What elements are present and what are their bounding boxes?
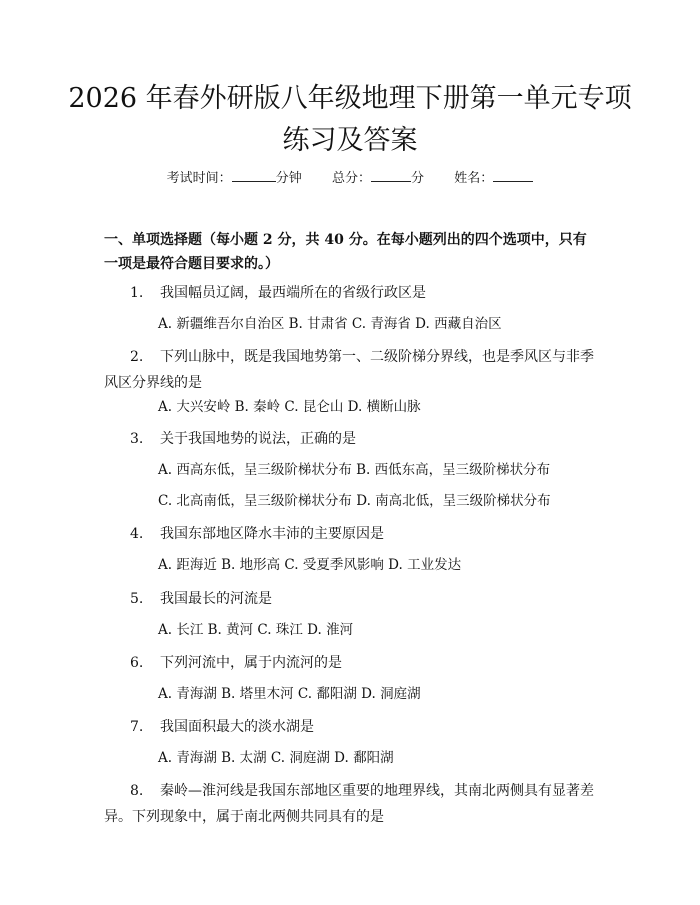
time-unit: 分钟: [275, 171, 302, 186]
section-heading: 一、单项选择题（每小题 2 分，共 40 分。在每小题列出的四个选项中，只有一项是最符合题目要求的。）: [104, 232, 587, 272]
question-3-options-line1: A. 西高东低，呈三级阶梯状分布 B. 西低东高，呈三级阶梯状分布: [158, 462, 551, 478]
question-text: 我国东部地区降水丰沛的主要原因是: [160, 526, 384, 542]
question-number: 8.: [130, 783, 144, 799]
question-number: 6.: [130, 655, 144, 671]
question-1: [104, 280, 599, 306]
question-1-options: A. 新疆维吾尔自治区 B. 甘肃省 C. 青海省 D. 西藏自治区: [158, 316, 502, 332]
question-3: [104, 426, 599, 452]
name-blank[interactable]: [493, 168, 533, 182]
question-number: 1.: [130, 285, 144, 301]
question-6: [104, 650, 599, 676]
question-6-options: A. 青海湖 B. 塔里木河 C. 鄱阳湖 D. 洞庭湖: [158, 686, 421, 702]
question-text: 关于我国地势的说法，正确的是: [160, 431, 356, 447]
question-8: [104, 778, 599, 830]
question-number: 2.: [130, 349, 144, 365]
question-number: 3.: [130, 431, 144, 447]
document-title: 2026 年春外研版八年级地理下册第一单元专项练习及答案: [68, 83, 632, 156]
question-text: 我国最长的河流是: [160, 591, 272, 607]
question-number: 7.: [130, 719, 144, 735]
question-number: 5.: [130, 591, 144, 607]
time-label: 考试时间：: [166, 171, 232, 186]
name-label: 姓名：: [454, 171, 494, 186]
question-7: [104, 714, 599, 740]
question-2-options: A. 大兴安岭 B. 秦岭 C. 昆仑山 D. 横断山脉: [158, 399, 421, 415]
question-3-options-line2: C. 北高南低，呈三级阶梯状分布 D. 南高北低，呈三级阶梯状分布: [158, 493, 551, 509]
question-5-options: A. 长江 B. 黄河 C. 珠江 D. 淮河: [158, 622, 354, 638]
score-unit: 分: [411, 171, 425, 186]
question-text: 我国幅员辽阔，最西端所在的省级行政区是: [160, 285, 426, 301]
question-text: 秦岭—淮河线是我国东部地区重要的地理界线，其南北两侧具有显著差异。下列现象中，属于南北两侧共同具有的是: [104, 783, 594, 825]
question-number: 4.: [130, 526, 144, 542]
exam-meta: [0, 168, 700, 189]
question-2: [104, 344, 599, 396]
question-text: 我国面积最大的淡水湖是: [160, 719, 314, 735]
question-5: [104, 586, 599, 612]
question-text: 下列山脉中，既是我国地势第一、二级阶梯分界线，也是季风区与非季风区分界线的是: [104, 349, 594, 391]
question-text: 下列河流中，属于内流河的是: [160, 655, 342, 671]
question-7-options: A. 青海湖 B. 太湖 C. 洞庭湖 D. 鄱阳湖: [158, 750, 394, 766]
time-blank[interactable]: [232, 168, 276, 182]
question-4-options: A. 距海近 B. 地形高 C. 受夏季风影响 D. 工业发达: [158, 557, 462, 573]
question-4: [104, 521, 599, 547]
score-blank[interactable]: [371, 168, 411, 182]
score-label: 总分：: [331, 171, 371, 186]
